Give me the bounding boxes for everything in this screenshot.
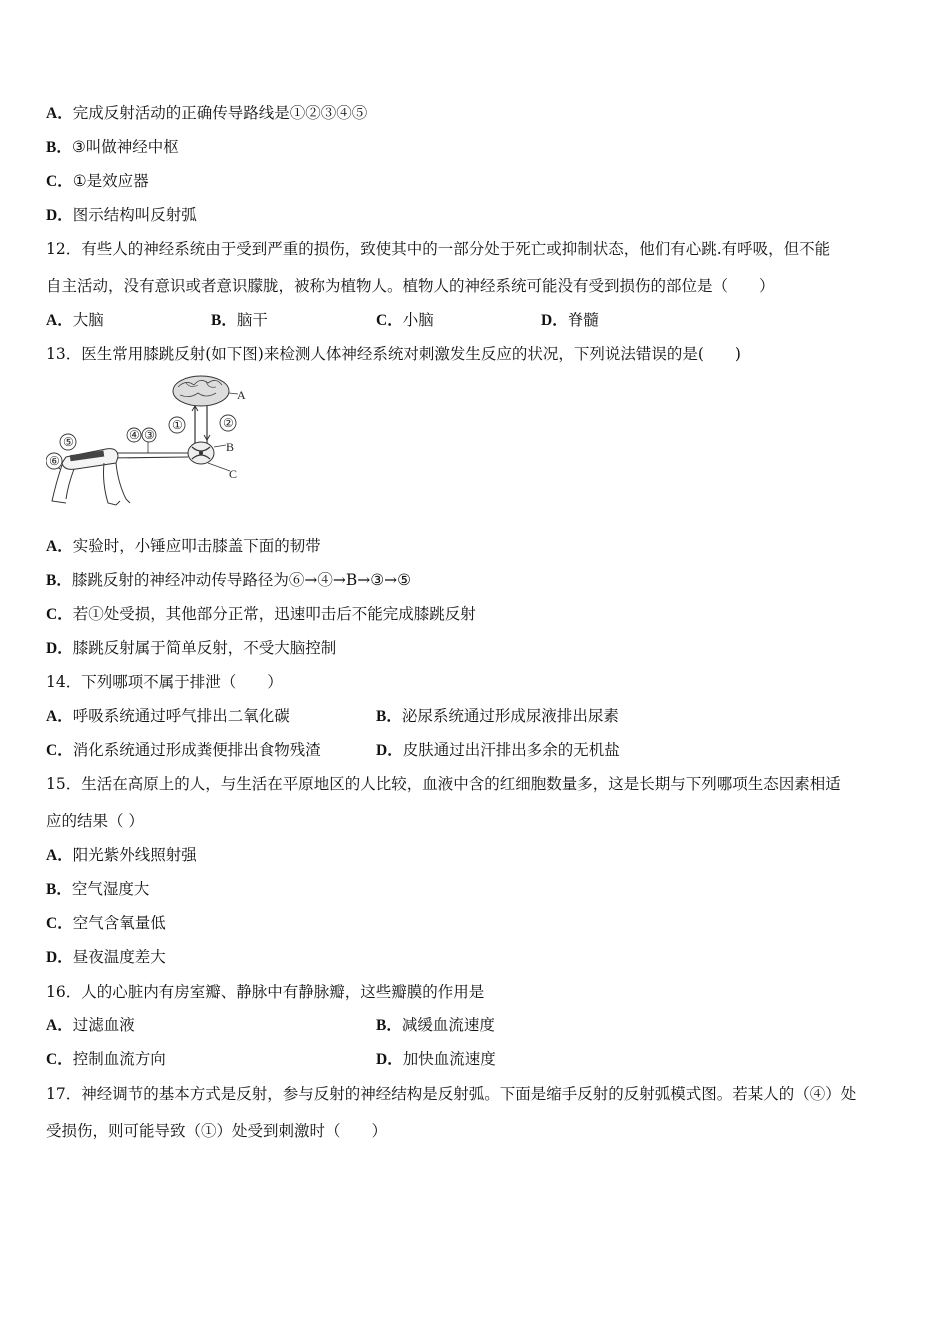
q15-option-d: [46, 947, 166, 968]
option-letter: C．: [46, 742, 73, 759]
q15-option-b: [46, 879, 149, 900]
option-letter: A．: [46, 105, 73, 122]
q15-stem-line1: 15．生活在高原上的人，与生活在平原地区的人比较，血液中含的红细胞数量多，这是长期与下列哪项生态因素相适: [46, 775, 841, 793]
q16-stem: 16．人的心脏内有房室瓣、静脉中有静脉瓣，这些瓣膜的作用是: [46, 983, 485, 1001]
option-letter: C．: [46, 915, 73, 932]
q14-option-d: [376, 740, 620, 761]
option-text: 脑干: [236, 311, 268, 329]
option-text: 控制血流方向: [72, 1050, 166, 1068]
label-line-c: [208, 463, 230, 471]
q13-option-a: [46, 536, 321, 557]
figure-label-1: ①: [172, 418, 183, 432]
option-text: ③叫做神经中枢: [71, 138, 179, 156]
q16-option-d: [376, 1049, 496, 1070]
q11-option-d: [46, 205, 197, 226]
figure-label-5: ⑤: [63, 435, 74, 449]
q12-stem-line2: 自主活动，没有意识或者意识朦胧，被称为植物人。植物人的神经系统可能没有受到损伤的部位是（ ）: [46, 277, 775, 295]
option-letter: C．: [46, 173, 73, 190]
q17-stem-line2: 受损伤，则可能导致（①）处受到刺激时（ ）: [46, 1122, 388, 1140]
figure-label-b: B: [226, 440, 235, 454]
q13-option-d: [46, 638, 336, 659]
option-text: 减缓血流速度: [401, 1016, 495, 1034]
q13-option-b: [46, 570, 411, 591]
q12-option-a: [46, 310, 104, 331]
option-text: 消化系统通过形成粪便排出食物残渣: [72, 741, 321, 759]
spinal-cord-section: [188, 442, 214, 464]
option-text: 若①处受损，其他部分正常，迅速叩击后不能完成膝跳反射: [72, 605, 476, 623]
figure-label-6: ⑥: [49, 454, 60, 468]
reflex-arc-diagram: [46, 373, 246, 511]
q12-option-b: [211, 310, 268, 331]
q16-option-b: [376, 1015, 495, 1036]
option-letter: D．: [46, 949, 73, 966]
option-text: 图示结构叫反射弧: [72, 206, 197, 224]
option-letter: B．: [46, 572, 72, 589]
option-text: 泌尿系统通过形成尿液排出尿素: [401, 707, 619, 725]
option-letter: B．: [46, 881, 72, 898]
option-letter: B．: [211, 312, 237, 329]
option-letter: C．: [46, 1051, 73, 1068]
option-text: 过滤血液: [72, 1016, 135, 1034]
efferent-nerve: [108, 457, 188, 458]
q15-stem-line2: 应的结果（ ）: [46, 812, 144, 830]
figure-label-2: ②: [223, 416, 234, 430]
q13-stem: 13．医生常用膝跳反射(如下图)来检测人体神经系统对刺激发生反应的状况，下列说法错误的是( ): [46, 345, 741, 363]
option-text: 完成反射活动的正确传导路线是①②③④⑤: [72, 104, 368, 122]
option-letter: B．: [46, 139, 72, 156]
option-letter: A．: [46, 1017, 73, 1034]
option-letter: B．: [376, 1017, 402, 1034]
option-text: 空气湿度大: [71, 880, 150, 898]
option-text: 小脑: [402, 311, 434, 329]
brain-shape: [173, 376, 229, 406]
option-letter: C．: [376, 312, 403, 329]
seated-leg-drawing: [52, 449, 130, 505]
figure-label-4: ④: [129, 428, 140, 442]
option-letter: C．: [46, 606, 73, 623]
q14-option-c: [46, 740, 321, 761]
option-letter: D．: [46, 640, 73, 657]
q12-option-d: [541, 310, 599, 331]
figure-label-c: C: [229, 467, 238, 481]
option-letter: D．: [541, 312, 568, 329]
q15-option-c: [46, 913, 166, 934]
option-text: 膝跳反射属于简单反射，不受大脑控制: [72, 639, 337, 657]
option-text: 膝跳反射的神经冲动传导路径为⑥→④→B→③→⑤: [71, 571, 411, 589]
q12-stem-line1: 12．有些人的神经系统由于受到严重的损伤，致使其中的一部分处于死亡或抑制状态，他们有心跳.有呼吸，但不能: [46, 240, 831, 258]
q16-option-a: [46, 1015, 135, 1036]
option-letter: D．: [376, 1051, 403, 1068]
option-text: 加快血流速度: [402, 1050, 496, 1068]
option-text: 空气含氧量低: [72, 914, 166, 932]
q14-stem: 14．下列哪项不属于排泄（ ）: [46, 673, 283, 691]
option-text: 呼吸系统通过呼气排出二氧化碳: [72, 707, 290, 725]
option-letter: A．: [46, 538, 73, 555]
option-letter: B．: [376, 708, 402, 725]
option-text: 大脑: [72, 311, 104, 329]
figure-label-3: ③: [144, 428, 155, 442]
q14-option-b: [376, 706, 619, 727]
label-line-b: [214, 445, 226, 447]
option-letter: A．: [46, 312, 73, 329]
option-letter: D．: [376, 742, 403, 759]
figure-label-a: A: [237, 388, 246, 402]
q14-option-a: [46, 706, 290, 727]
option-letter: A．: [46, 847, 73, 864]
option-text: 脊髓: [567, 311, 599, 329]
q17-stem-line1: 17．神经调节的基本方式是反射，参与反射的神经结构是反射弧。下面是缩手反射的反射弧模式图。若某人的（④）处: [46, 1085, 857, 1103]
option-text: 昼夜温度差大: [72, 948, 166, 966]
knee-jerk-reflex-figure: [46, 373, 246, 511]
q15-option-a: [46, 845, 197, 866]
option-letter: D．: [46, 207, 73, 224]
q12-option-c: [376, 310, 434, 331]
option-text: 实验时，小锤应叩击膝盖下面的韧带: [72, 537, 321, 555]
q13-option-c: [46, 604, 476, 625]
option-text: 皮肤通过出汗排出多余的无机盐: [402, 741, 620, 759]
option-letter: A．: [46, 708, 73, 725]
q16-option-c: [46, 1049, 166, 1070]
q11-option-c: [46, 171, 149, 192]
option-text: 阳光紫外线照射强: [72, 846, 197, 864]
q11-option-b: [46, 137, 179, 158]
option-text: ①是效应器: [72, 172, 149, 190]
q11-option-a: [46, 103, 367, 124]
